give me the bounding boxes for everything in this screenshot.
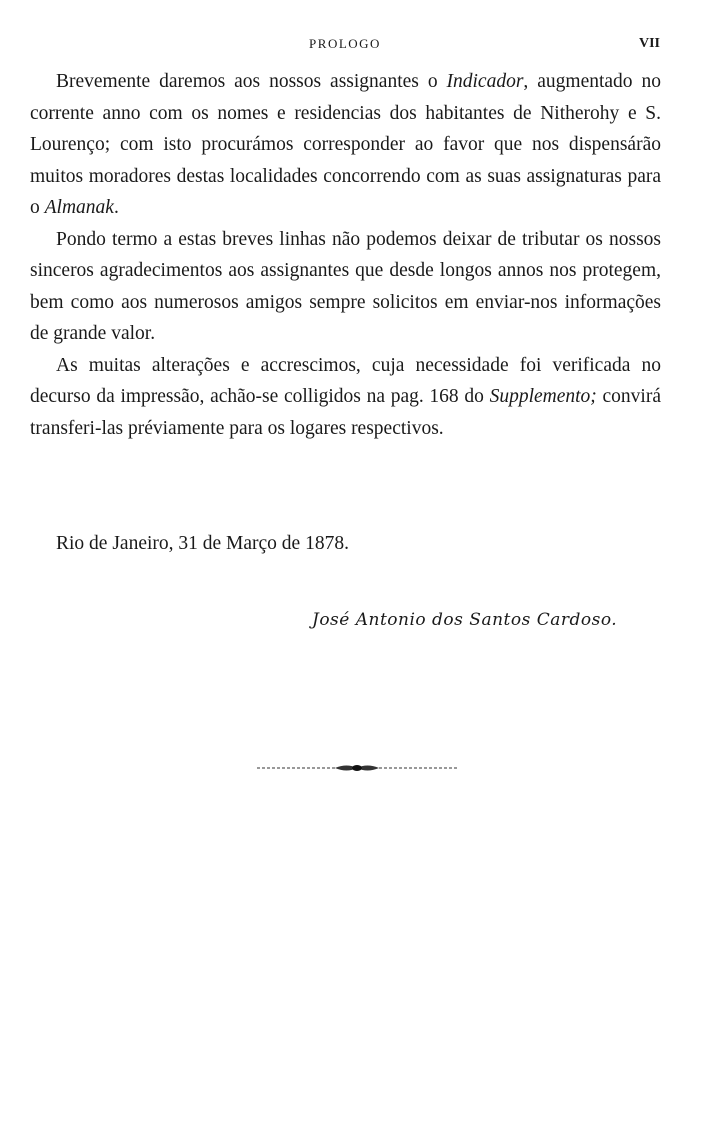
paragraph-3-text-a: As muitas alterações e accrescimos, cuja necessidade foi verificada no decurso da impressão, achão-se colligidos na pag. 168 do bbox=[30, 354, 661, 407]
paragraph-1-text-a: Brevemente daremos aos nossos assignantes o bbox=[56, 71, 447, 92]
paragraph-1-text-b: , augmentado no corrente anno com os nomes e residencias dos habitantes de Nitherohy e S. Lourenço; com isto procurámos corresponder ao favor que nos dispensárão muitos moradores destas localidades concorrendo com as suas assignaturas para o bbox=[30, 71, 661, 218]
running-title: PROLOGO bbox=[309, 36, 381, 51]
dateline: Rio de Janeiro, 31 de Março de 1878. bbox=[56, 533, 349, 554]
paragraph-3-emphasis-supplemento: Supplemento; bbox=[489, 386, 597, 407]
signature: José Antonio dos Santos Cardoso. bbox=[312, 610, 618, 630]
page-number: VII bbox=[638, 36, 660, 51]
prologue-body bbox=[30, 66, 661, 444]
paragraph-1-text-c: . bbox=[113, 197, 119, 218]
paragraph-3 bbox=[30, 350, 661, 445]
paragraph-1 bbox=[30, 66, 661, 224]
paragraph-1-emphasis-almanak: Almanak bbox=[44, 197, 114, 218]
paragraph-3-text-b: convirá transferi-las préviamente para os logares respectivos. bbox=[30, 386, 661, 439]
running-head bbox=[30, 36, 660, 56]
ornament-divider bbox=[257, 760, 457, 776]
paragraph-2: Pondo termo a estas breves linhas não podemos deixar de tributar os nossos sinceros agradecimentos aos assignantes que desde longos annos nos protegem, bem como aos numerosos amigos sempre solicitos em enviar-nos informações de grande valor. bbox=[30, 228, 661, 344]
paragraph-1-emphasis-indicador: Indicador bbox=[446, 71, 524, 92]
